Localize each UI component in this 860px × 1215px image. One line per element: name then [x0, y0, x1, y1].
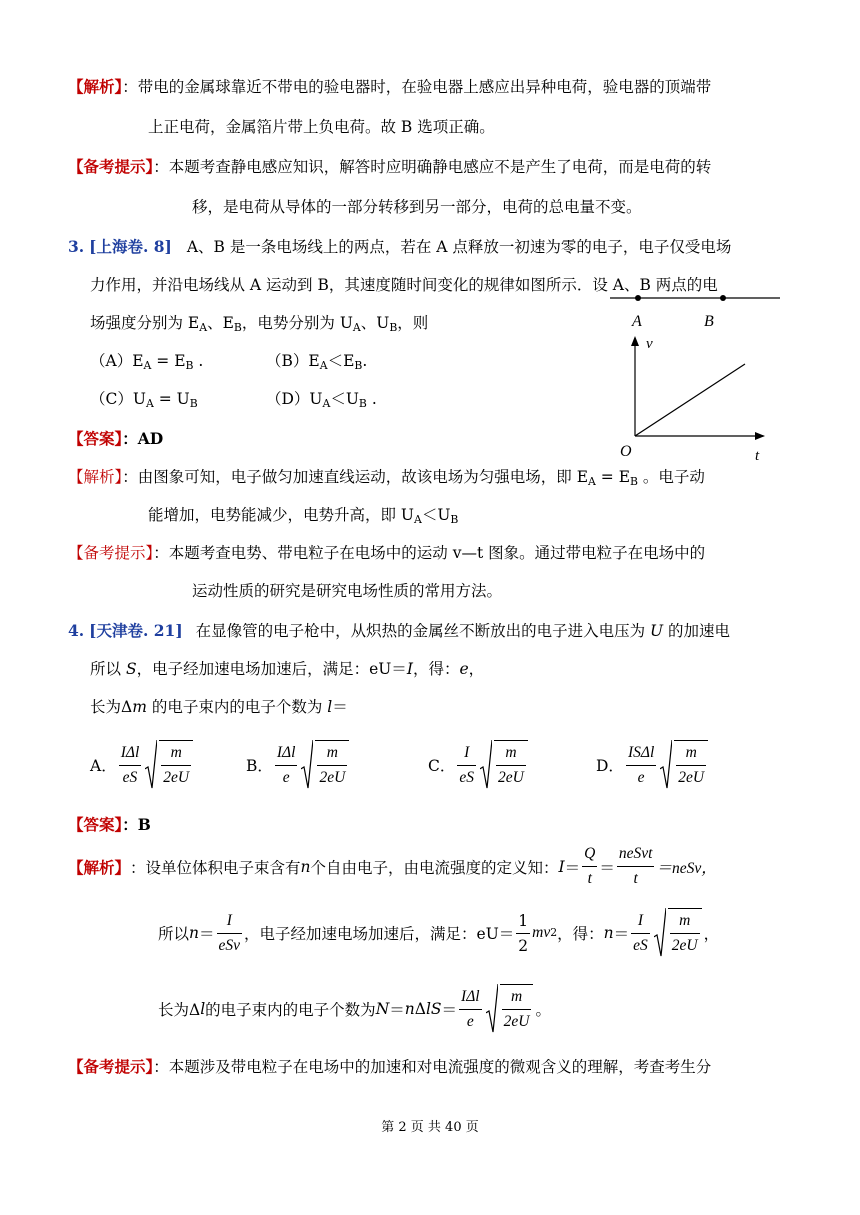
denominator: 2eU — [678, 769, 705, 786]
q3-analysis-line2 — [148, 504, 458, 526]
subscript: A — [414, 513, 422, 526]
question-4-line3 — [90, 696, 348, 718]
numerator: ISΔl — [626, 741, 656, 766]
denominator: 2eU — [498, 769, 524, 786]
q4-option-a — [90, 740, 195, 790]
question-3-line1 — [68, 236, 731, 258]
text: ，电子经加速电场加速后，满足：eU＝ — [136, 660, 407, 678]
q4-option-b — [246, 740, 351, 790]
fraction — [459, 985, 482, 1034]
q4-analysis-line3 — [158, 984, 551, 1034]
hint-paragraph-1 — [68, 156, 711, 178]
subscript: B — [358, 397, 367, 410]
t-axis-arrow — [755, 432, 765, 440]
point-b-dot — [720, 295, 726, 301]
fraction — [275, 741, 298, 790]
q4-analysis-line2: 所以 n ＝ $\frac{I}{\text{eSv}}$ ，电子经加速电场加速后，满足：eU＝ $\frac{1}{2}$ mv 2 ，得： n ＝ $\frac{I}{eS}$ $\frac{m}{2eU}$ ， — [158, 908, 719, 958]
fraction — [119, 741, 142, 790]
text: ，电势分别为 U — [241, 314, 353, 332]
text: 能增加，电势能减少，电势升高，即 U — [148, 506, 414, 524]
subscript: B — [189, 397, 198, 410]
numerator: m — [670, 909, 700, 934]
option-label: D． — [596, 757, 624, 775]
text: 个自由电子，由电流强度的定义知： — [310, 858, 559, 877]
colon: ： — [122, 78, 138, 96]
text: ：本题涉及带电粒子在电场中的加速和对电流强度的微观含义的理解，考查考生分 — [153, 1058, 712, 1076]
question-3-line3 — [90, 312, 428, 334]
option-d — [266, 388, 377, 410]
text: 长为Δ — [90, 698, 133, 716]
text: ， — [703, 925, 720, 943]
numerator: neSvt — [617, 842, 655, 867]
question-number: 4. — [68, 621, 85, 640]
var: S — [125, 660, 137, 678]
q4-option-d — [596, 740, 710, 790]
text: （D）U — [266, 390, 323, 408]
var: N — [375, 1000, 390, 1018]
denominator: eSv — [218, 936, 241, 954]
square-root — [654, 908, 704, 958]
denominator: 2eU — [671, 937, 698, 954]
fraction — [457, 741, 476, 790]
numerator: I — [457, 741, 476, 766]
subscript: B — [630, 475, 638, 488]
text: （B）E — [266, 352, 320, 370]
var: m — [132, 698, 147, 716]
answer-text: ：B — [122, 815, 151, 834]
text: 的电子束内的电子个数为 — [205, 1001, 376, 1019]
square-root — [145, 740, 195, 790]
text: ，得： — [412, 660, 460, 678]
fraction — [582, 842, 597, 891]
text: 的加速电 — [663, 622, 731, 640]
answer-text: ：AD — [122, 429, 164, 448]
subscript: B — [185, 359, 194, 372]
text: ：设单位体积电子束含有 — [130, 858, 301, 877]
q4-analysis-line1 — [68, 842, 717, 891]
var: n — [404, 1000, 415, 1018]
text: ＝neSv， — [656, 859, 717, 877]
text: ＝ — [613, 925, 630, 943]
fraction — [217, 909, 243, 958]
text: ＝ — [599, 858, 615, 877]
question-4-line2 — [90, 658, 484, 680]
text: 场强度分别为 E — [90, 314, 200, 332]
analysis-text-line2: 上正电荷，金属箔片带上负电荷。故 B 选项正确。 — [148, 118, 495, 136]
analysis-tag: 【解析】 — [68, 857, 131, 877]
subscript: B — [233, 321, 242, 334]
text: ＝ — [199, 925, 215, 943]
square-root — [660, 740, 710, 790]
text: ＝ — [332, 698, 348, 716]
question-number: 3. — [68, 237, 85, 256]
text: ：本题考查电势、带电粒子在电场中的运动 v—t 图象。通过带电粒子在电场中的 — [153, 544, 706, 562]
denominator: t — [633, 870, 638, 887]
question-source: [天津卷. 21] — [89, 621, 183, 640]
var: n — [300, 857, 311, 876]
label-b: B — [704, 313, 714, 330]
option-label: A． — [90, 757, 117, 775]
text: . — [366, 390, 377, 408]
option-b — [266, 350, 367, 372]
subscript: B — [450, 513, 459, 526]
text: 。 — [535, 1001, 551, 1019]
text: 、E — [207, 314, 234, 332]
q4-answer — [68, 814, 151, 836]
hint-tag: 【备考提示】 — [68, 157, 154, 176]
fraction — [631, 909, 650, 958]
var: lS — [425, 1000, 442, 1018]
text: 。电子动 — [637, 468, 705, 486]
q4-options — [0, 740, 860, 796]
option-c — [90, 388, 198, 410]
subscript: A — [319, 359, 328, 372]
var: n — [189, 924, 199, 942]
text: ，得： — [557, 925, 604, 943]
analysis-tag: 【解析】 — [68, 468, 123, 486]
denominator: eS — [633, 936, 648, 954]
denominator: 2eU — [163, 769, 190, 786]
square-root — [301, 740, 351, 790]
subscript: A — [199, 321, 208, 334]
numerator: m — [161, 741, 191, 766]
text: ：由图象可知，电子做匀加速直线运动，故该电场为匀强电场，即 E — [122, 468, 589, 486]
question-text: A、B 是一条电场线上的两点，若在 A 点释放一初速为零的电子，电子仅受电场 — [186, 238, 732, 256]
denominator: e — [637, 768, 645, 786]
text: ＜U — [421, 506, 451, 524]
text: ＜U — [330, 390, 359, 408]
fraction — [626, 741, 656, 790]
hint-text: 本题考查静电感应知识，解答时应明确静电感应不是产生了电荷，而是电荷的转 — [168, 158, 712, 176]
text: . — [193, 352, 204, 370]
text: ＝ — [441, 1001, 458, 1019]
numerator: m — [317, 741, 347, 766]
text: ＜E — [327, 352, 355, 370]
denominator: 2eU — [503, 1013, 530, 1030]
numerator: IΔl — [119, 741, 142, 766]
var: l — [327, 698, 333, 716]
analysis-tag: 【解析】 — [68, 77, 123, 96]
numerator: 1 — [516, 909, 530, 934]
subscript: B — [354, 359, 363, 372]
text: = E — [595, 468, 631, 486]
question-3-line2: 力作用，并沿电场线从 A 运动到 B，其速度随时间变化的规律如图所示．设 A、B 两点的电 — [90, 276, 718, 294]
numerator: I — [217, 909, 243, 934]
hint-text-line2: 移，是电荷从导体的一部分转移到另一部分，电荷的总电量不变。 — [192, 198, 642, 216]
numerator: Q — [582, 842, 597, 867]
denominator: 2 — [518, 936, 529, 955]
text: ＝ — [564, 858, 581, 877]
subscript: B — [389, 321, 398, 334]
denominator: e — [282, 768, 290, 786]
point-a-dot — [635, 295, 641, 301]
option-label: C． — [428, 757, 456, 775]
numerator: IΔl — [459, 985, 482, 1010]
text: ， — [468, 660, 485, 678]
var: l — [200, 1000, 206, 1018]
numerator: m — [502, 985, 532, 1010]
text: 、U — [360, 314, 390, 332]
option-a — [90, 350, 203, 372]
velocity-line — [635, 364, 745, 436]
numerator: I — [631, 909, 650, 934]
text: ，则 — [397, 314, 429, 332]
var: U — [650, 622, 664, 640]
question-4-line1 — [68, 620, 730, 642]
text: Δ — [414, 1000, 426, 1018]
text: 长为Δ — [158, 1001, 201, 1019]
var: I — [406, 660, 413, 678]
numerator: m — [676, 741, 706, 766]
analysis-text: 带电的金属球靠近不带电的验电器时，在验电器上感应出异种电荷，验电器的顶端带 — [137, 78, 712, 96]
denominator: e — [466, 1012, 474, 1030]
numerator: m — [496, 741, 526, 766]
var: I — [558, 857, 565, 876]
fraction — [617, 842, 655, 891]
subscript: A — [352, 321, 361, 334]
q4-hint-line1 — [68, 1056, 711, 1078]
colon: ： — [153, 158, 169, 176]
hint-tag: 【备考提示】 — [68, 544, 154, 562]
subscript: A — [322, 397, 331, 410]
fraction — [516, 909, 530, 958]
text: 的电子束内的电子个数为 — [146, 698, 328, 716]
q3-analysis-line1 — [68, 466, 705, 488]
text: （A）E — [90, 352, 144, 370]
text: ，电子经加速电场加速后，满足：eU＝ — [244, 925, 515, 943]
denominator: t — [587, 870, 592, 887]
page-footer: 第 2 页 共 40 页 — [381, 1120, 479, 1135]
text: . — [362, 352, 368, 370]
subscript: A — [145, 397, 154, 410]
text: 所以 — [158, 925, 190, 943]
text: = U — [153, 390, 190, 408]
var: e — [459, 660, 469, 678]
field-line-vt-figure — [600, 286, 790, 466]
subscript: A — [143, 359, 152, 372]
hint-tag: 【备考提示】 — [68, 1057, 154, 1076]
q3-answer — [68, 428, 163, 450]
text: （C）U — [90, 390, 146, 408]
q4-option-c — [428, 740, 530, 790]
analysis-paragraph-1 — [68, 76, 711, 98]
square-root — [486, 984, 536, 1034]
numerator: IΔl — [275, 741, 298, 766]
denominator: 2eU — [319, 769, 346, 786]
label-v: v — [646, 336, 653, 352]
q3-hint-line1 — [68, 542, 705, 564]
label-origin: O — [620, 443, 632, 460]
var: mv — [532, 924, 551, 941]
question-source: [上海卷. 8] — [89, 237, 172, 256]
answer-tag: 【答案】 — [68, 429, 123, 448]
square-root — [480, 740, 530, 790]
subscript: A — [588, 475, 596, 488]
text: = E — [151, 352, 186, 370]
denominator: eS — [122, 768, 138, 786]
v-axis-arrow — [631, 336, 639, 346]
text: 所以 — [90, 660, 126, 678]
var: n — [603, 924, 614, 942]
q3-hint-line2: 运动性质的研究是研究电场性质的常用方法。 — [192, 582, 503, 600]
denominator: eS — [459, 768, 475, 786]
answer-tag: 【答案】 — [68, 815, 123, 834]
text: ＝ — [389, 1001, 405, 1019]
text: 在显像管的电子枪中，从炽热的金属丝不断放出的电子进入电压为 — [195, 622, 651, 640]
label-t: t — [755, 448, 760, 464]
label-a: A — [632, 313, 642, 330]
option-label: B． — [246, 757, 273, 775]
